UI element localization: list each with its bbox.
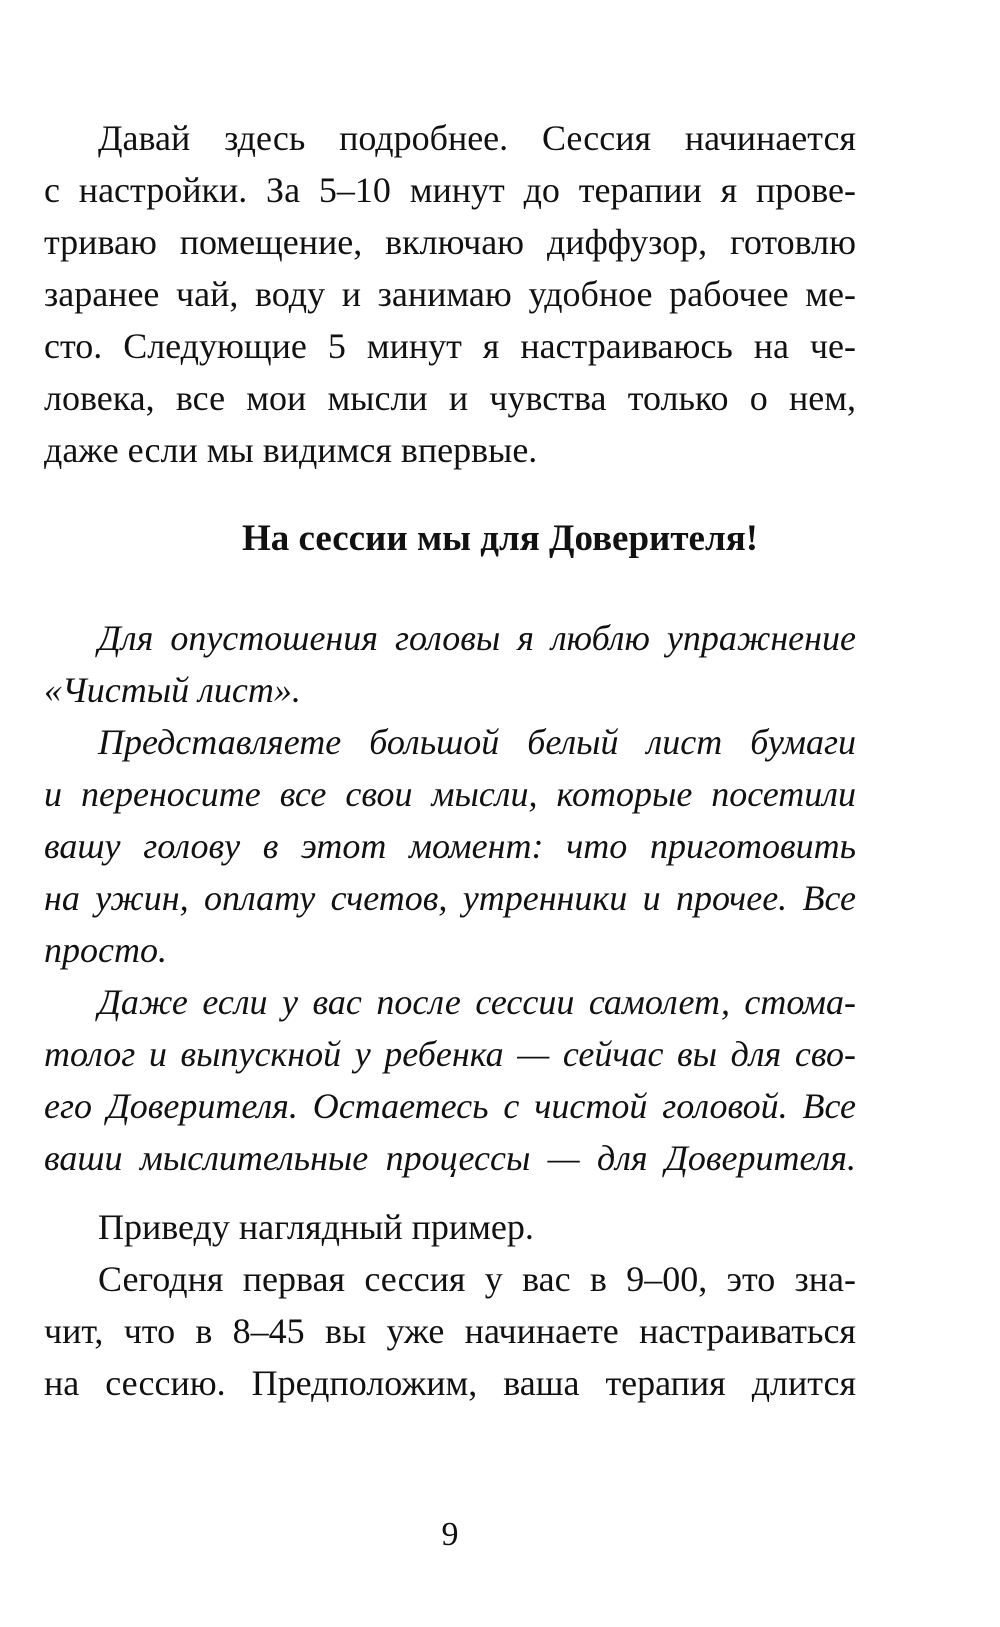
text-line: с настройки. За 5–10 минут до терапии я прове- — [44, 170, 856, 210]
text-line: и переносите все свои мысли, которые посетили — [44, 774, 856, 814]
text-line: Приведу наглядный пример. — [98, 1207, 534, 1247]
text-line: заранее чай, воду и занимаю удобное рабочее ме- — [44, 274, 856, 314]
text-line: триваю помещение, включаю диффузор, готовлю — [44, 222, 856, 262]
paragraph-example — [44, 1201, 856, 1409]
text-line: Для опустошения головы я люблю упражнение — [98, 618, 856, 658]
text-line: вашу голову в этот момент: что приготовить — [44, 826, 856, 866]
text-line: просто. — [44, 930, 167, 970]
text-line: толог и выпускной у ребенка — сейчас вы для сво- — [44, 1034, 856, 1074]
text-line: Даже если у вас после сессии самолет, стома- — [98, 982, 856, 1022]
text-line: его Доверителя. Остаетесь с чистой головой. Все — [44, 1086, 856, 1126]
text-line: на ужин, оплату счетов, утренники и прочее. Все — [44, 878, 856, 918]
text-line: «Чистый лист». — [44, 670, 301, 710]
paragraph-settings — [44, 112, 856, 476]
text-line: даже если мы видимся впервые. — [44, 430, 538, 470]
text-line: Давай здесь подробнее. Сессия начинается — [98, 118, 856, 158]
page-number: 9 — [441, 1516, 459, 1553]
section-heading: На сессии мы для Доверителя! — [241, 518, 759, 559]
text-line: ваши мыслительные процессы — для Доверителя. — [44, 1138, 856, 1178]
text-line: ловека, все мои мысли и чувства только о нем, — [44, 378, 856, 418]
exercise-quote — [44, 612, 856, 1184]
text-line: Представляете большой белый лист бумаги — [98, 722, 856, 762]
text-line: Сегодня первая сессия у вас в 9–00, это зна- — [98, 1259, 856, 1299]
text-line: на сессию. Предположим, ваша терапия длится — [44, 1363, 856, 1403]
text-line: чит, что в 8–45 вы уже начинаете настраиваться — [44, 1311, 856, 1351]
text-line: сто. Следующие 5 минут я настраиваюсь на че- — [44, 326, 856, 366]
